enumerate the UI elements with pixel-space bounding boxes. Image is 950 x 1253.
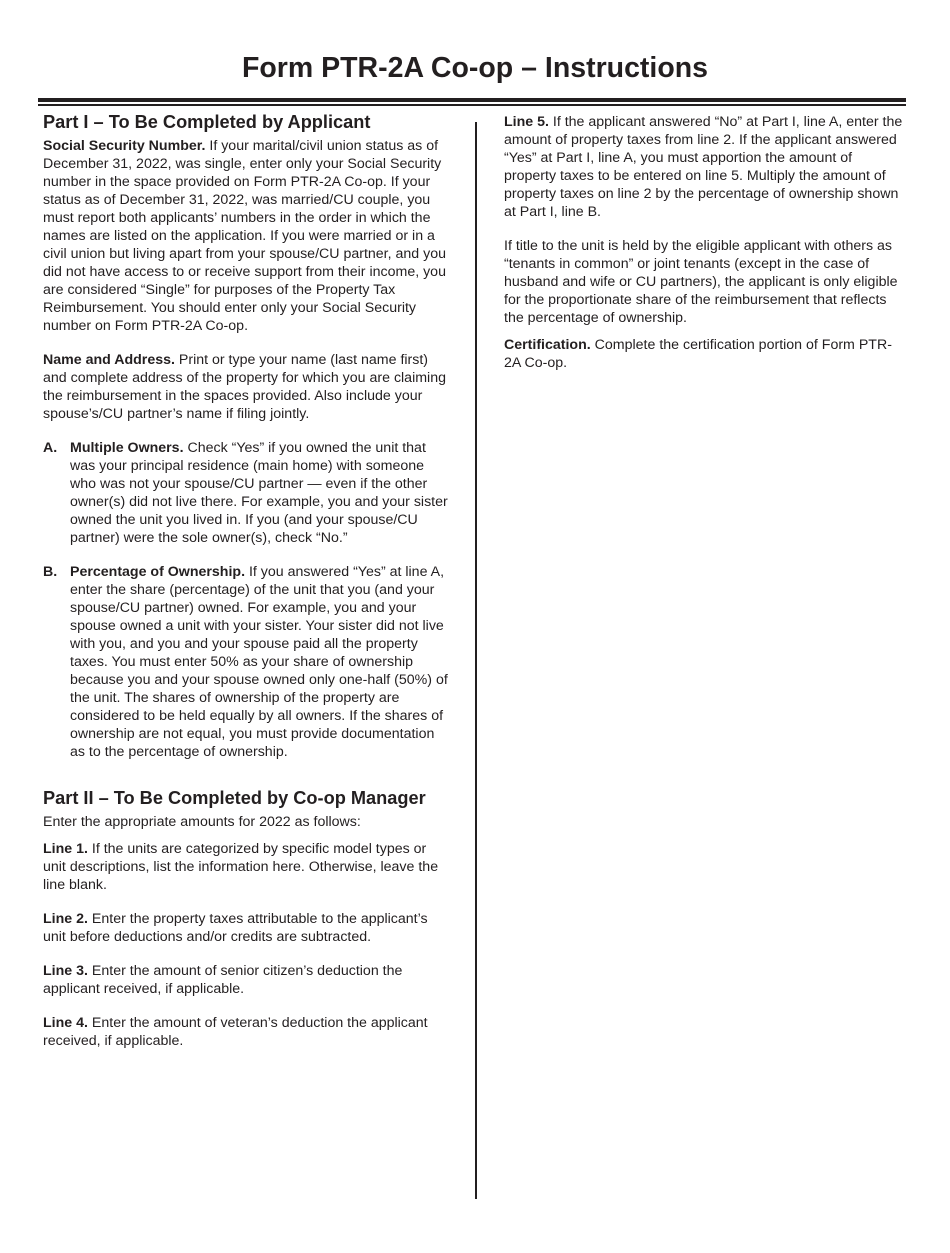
certification-lead: Certification. [504,337,591,353]
name-address-text: Print or type your name (last name first) and complete address of the property for which you are claiming the reimbursement in the spaces provided. Also include your spouse’s/CU partner’s name if filing jointly. [43,352,446,422]
line4-paragraph [43,1014,451,1050]
line1-paragraph [43,840,451,894]
item-body [70,439,451,547]
part1-heading: Part I – To Be Completed by Applicant [43,112,371,132]
item-lead: Percentage of Ownership. [70,564,246,580]
name-address-paragraph [43,351,451,423]
line-lead: Line 2. [43,911,88,927]
right-column [504,113,908,388]
ssn-lead: Social Security Number. [43,138,206,154]
name-address-lead: Name and Address. [43,352,175,368]
item-multiple-owners [43,439,451,547]
line5-paragraph [504,113,908,221]
part2-intro: Enter the appropriate amounts for 2022 as follows: [43,814,361,830]
ssn-paragraph [43,137,451,335]
item-body [70,563,451,761]
title-ownership-paragraph: If title to the unit is held by the eligible applicant with others as “tenants in common” or joint tenants (except in the case of husband and wife or CU partners), the applicant is only eligible for the proportionate share of the reimbursement that reflects the percentage of ownership. [504,238,898,326]
item-text: Check “Yes” if you owned the unit that was your principal residence (main home) with someone who was not your spouse/CU partner — even if the other owner(s) did not live there. For example, you and your sister owned the unit you lived in. If you (and your spouse/CU partner) were the sole owner(s), check “No.” [70,440,448,546]
item-percentage-of-ownership [43,563,451,761]
line-lead: Line 1. [43,841,88,857]
line-lead: Line 4. [43,1015,88,1031]
item-text: If you answered “Yes” at line A, enter the share (percentage) of the unit that you (and your spouse/CU partner) owned. For example, you and your spouse owned a unit with your sister. Your sister did not live with you, and you and your spouse paid all the property taxes. You must enter 50% as your share of ownership because you and your spouse owned only one-half (50%) of the unit. The shares of ownership of the property are considered to be held equally by all owners. If the shares of ownership are not equal, you must provide documentation as to the percentage of ownership. [70,564,448,760]
line-text: Enter the amount of senior citizen’s deduction the applicant received, if applicable. [43,963,403,997]
title-rule-thin [38,104,906,106]
item-letter: B. [43,564,58,580]
line-text: If the units are categorized by specific model types or unit descriptions, list the information here. Otherwise, leave the line blank. [43,841,439,893]
line2-paragraph [43,910,451,946]
line-text: If the applicant answered “No” at Part I, line A, enter the amount of property taxes from line 2. If the applicant answered “Yes” at Part I, line A, you must apportion the amount of property taxes to be entered on line 5. Multiply the amount of property taxes on line 2 by the percentage of ownership shown at Part I, line B. [504,114,903,220]
line-text: Enter the amount of veteran’s deduction the applicant received, if applicable. [43,1015,428,1049]
line-text: Enter the property taxes attributable to the applicant’s unit before deductions and/or credits are subtracted. [43,911,428,945]
item-letter: A. [43,440,58,456]
part2-heading: Part II – To Be Completed by Co-op Manager [43,788,426,808]
line-lead: Line 3. [43,963,88,979]
certification-paragraph [504,336,908,372]
left-column [43,110,451,1066]
line-lead: Line 5. [504,114,549,130]
page-title: Form PTR-2A Co-op – Instructions [241,52,709,84]
column-divider [475,122,477,1199]
line3-paragraph [43,962,451,998]
ssn-text: If your marital/civil union status as of December 31, 2022, was single, enter only your Social Security number in the space provided on Form PTR-2A Co-op. If your status as of December 31, 2022, was married/CU couple, you must report both applicants’ numbers in the order in which the names are listed on the application. If you were married or in a civil union but living apart from your spouse/CU partner, and you did not have access to or receive support from their income, you are considered “Single” for purposes of the Property Tax Reimbursement. You should enter only your Social Security number on Form PTR-2A Co-op. [43,138,446,334]
certification-text: Complete the certification portion of Form PTR-2A Co-op. [504,337,892,371]
title-rule-thick [38,98,906,102]
item-lead: Multiple Owners. [70,440,184,456]
